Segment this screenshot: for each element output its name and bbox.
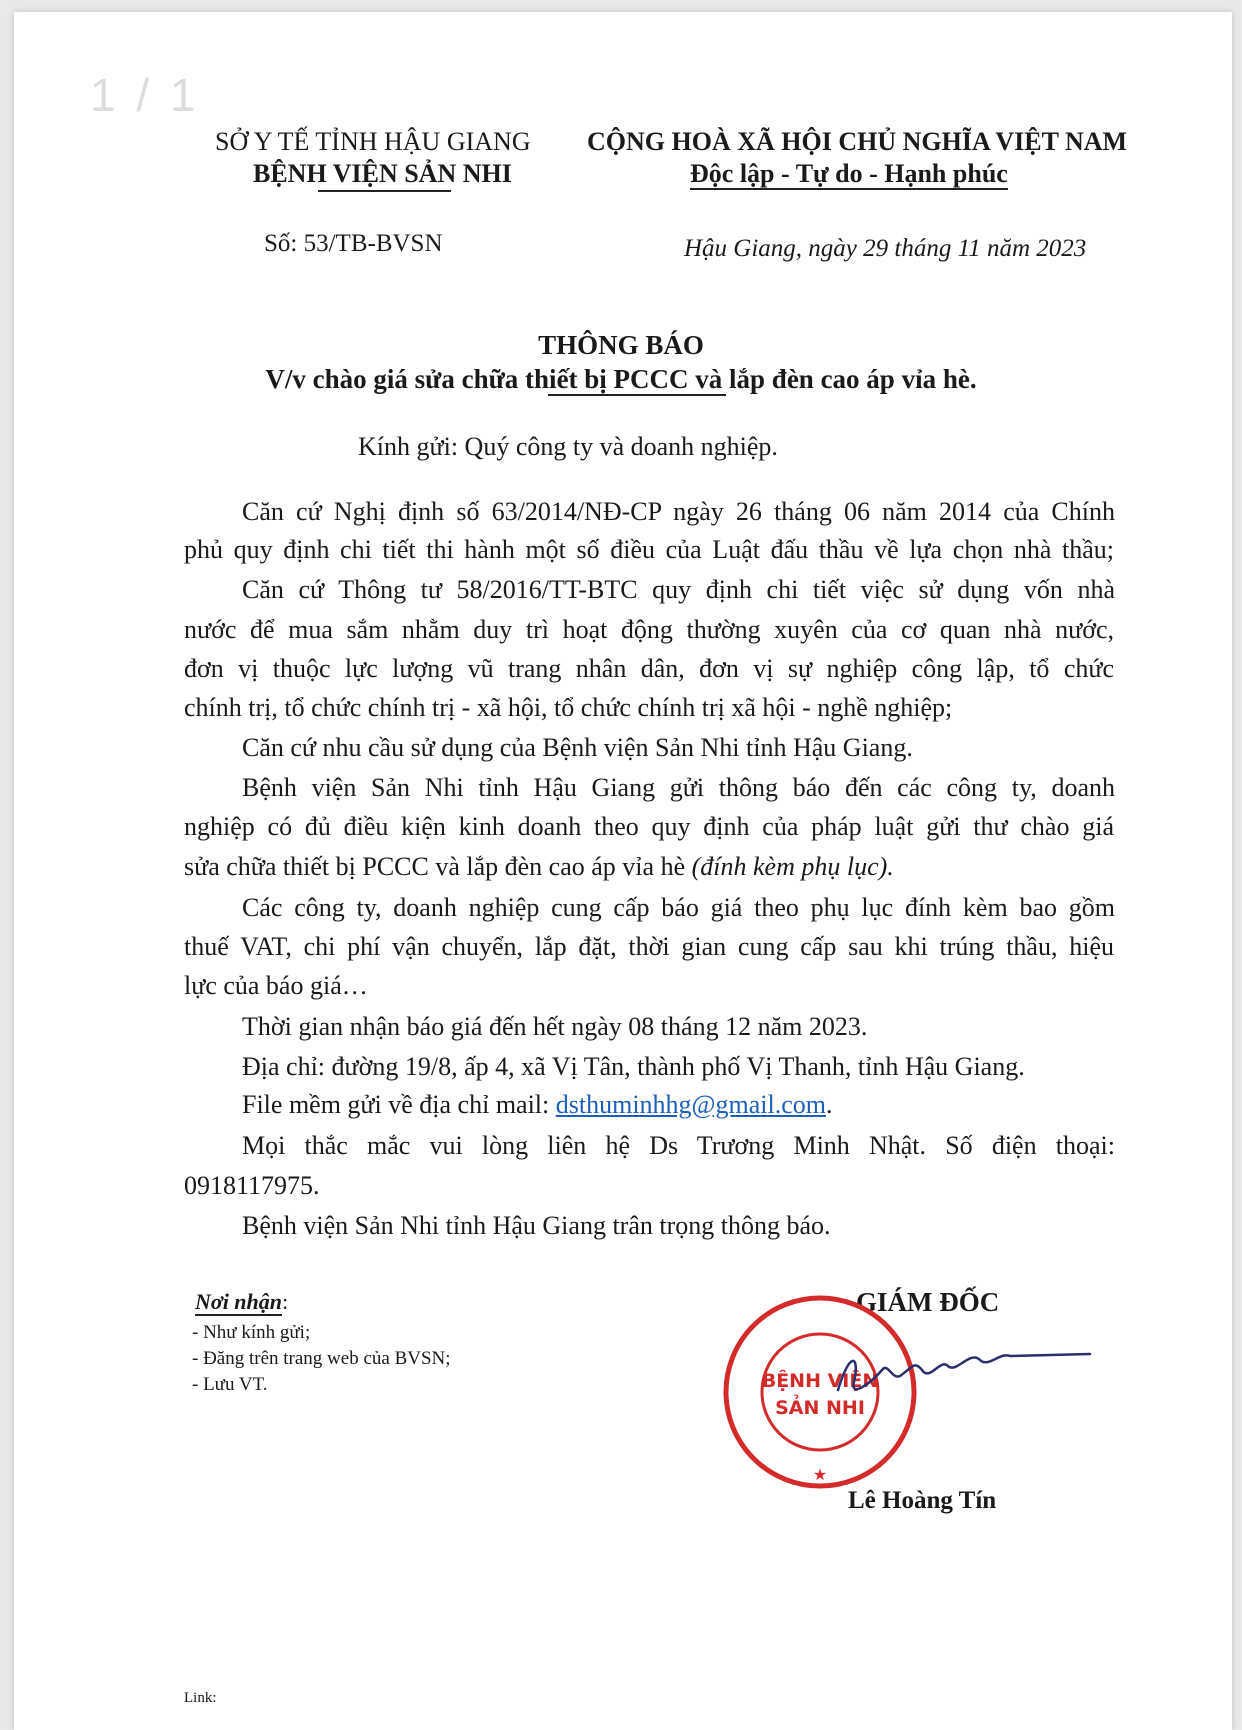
recipients-colon: : [282, 1289, 289, 1314]
para2-line3: đơn vị thuộc lực lượng vũ trang nhân dân, đơn vị sự nghiệp công lập, tổ chức [184, 654, 1114, 683]
hospital-name-text: BỆNH VIỆN SẢN NHI [253, 159, 512, 188]
stamp-inner-line1: BỆNH VIỆN [761, 1370, 879, 1392]
para9-line2: 0918117975. [184, 1171, 320, 1200]
para4-line3 [184, 852, 894, 882]
recipient-item: - Đăng trên trang web của BVSN; [192, 1348, 451, 1369]
para2-line4: chính trị, tổ chức chính trị - xã hội, tổ chức chính trị xã hội - nghề nghiệp; [184, 693, 953, 722]
email-link[interactable]: dsthuminhhg@gmail.com [555, 1090, 826, 1119]
hospital-name [253, 159, 512, 189]
para4-line2: nghiệp có đủ điều kiện kinh doanh theo quy định của pháp luật gửi thư chào giá [184, 812, 1114, 841]
footer-link-label: Link: [184, 1690, 217, 1706]
para8-line1 [242, 1090, 832, 1120]
signer-name: Lê Hoàng Tín [848, 1487, 997, 1514]
para2-line2: nước để mua sắm nhằm duy trì hoạt động thường xuyên của cơ quan nhà nước, [184, 615, 1114, 644]
para3-line1: Căn cứ nhu cầu sử dụng của Bệnh viện Sản Nhi tỉnh Hậu Giang. [242, 733, 913, 762]
stamp-inner-line2: SẢN NHI [775, 1397, 865, 1419]
para10-line1: Bệnh viện Sản Nhi tỉnh Hậu Giang trân trọng thông báo. [242, 1211, 831, 1240]
para4-line1: Bệnh viện Sản Nhi tỉnh Hậu Giang gửi thông báo đến các công ty, doanh [242, 773, 1115, 802]
para9-line1: Mọi thắc mắc vui lòng liên hệ Ds Trương Minh Nhật. Số điện thoại: [242, 1131, 1115, 1160]
para1-line2: phủ quy định chi tiết thi hành một số điều của Luật đấu thầu về lựa chọn nhà thầu; [184, 535, 1114, 564]
para5-line2: thuế VAT, chi phí vận chuyển, lắp đặt, thời gian cung cấp sau khi trúng thầu, hiệu [184, 932, 1114, 961]
document-title: THÔNG BÁO [538, 330, 704, 360]
document-number: Số: 53/TB-BVSN [264, 230, 443, 257]
recipient-item: - Như kính gửi; [192, 1322, 311, 1343]
document-date: Hậu Giang, ngày 29 tháng 11 năm 2023 [684, 235, 1087, 262]
email-prefix: File mềm gửi về địa chỉ mail: [242, 1090, 550, 1119]
document-subject: V/v chào giá sửa chữa thiết bị PCCC và lắp đèn cao áp vỉa hè. [265, 364, 977, 394]
agency-name: SỞ Y TẾ TỈNH HẬU GIANG [215, 127, 531, 156]
attachment-note: (đính kèm phụ lục). [691, 852, 894, 881]
country-name: CỘNG HOÀ XÃ HỘI CHỦ NGHĨA VIỆT NAM [587, 127, 1128, 156]
para5-line1: Các công ty, doanh nghiệp cung cấp báo giá theo phụ lục đính kèm bao gồm [242, 893, 1115, 922]
signature-mark [830, 1340, 1100, 1410]
greeting: Kính gửi: Quý công ty và doanh nghiệp. [358, 432, 778, 461]
email-suffix: . [825, 1090, 833, 1119]
subject-underline [548, 394, 726, 396]
recipients-heading [195, 1289, 288, 1315]
para2-line1: Căn cứ Thông tư 58/2016/TT-BTC quy định chi tiết việc sử dụng vốn nhà [242, 575, 1115, 604]
para4-line3-text: sửa chữa thiết bị PCCC và lắp đèn cao áp vỉa hè [184, 852, 686, 881]
recipient-item: - Lưu VT. [192, 1374, 268, 1395]
para7-line1: Địa chỉ: đường 19/8, ấp 4, xã Vị Tân, thành phố Vị Thanh, tỉnh Hậu Giang. [242, 1052, 1025, 1081]
signer-title: GIÁM ĐỐC [856, 1287, 1000, 1317]
svg-text:★: ★ [812, 1465, 828, 1484]
national-motto [690, 159, 1008, 189]
page-indicator: 1 / 1 [90, 69, 200, 121]
para6-line1: Thời gian nhận báo giá đến hết ngày 08 tháng 12 năm 2023. [242, 1012, 868, 1041]
hospital-underline [318, 190, 451, 192]
national-motto-text: Độc lập - Tự do - Hạnh phúc [690, 159, 1008, 188]
para5-line3: lực của báo giá… [184, 971, 368, 1000]
para1-line1: Căn cứ Nghị định số 63/2014/NĐ-CP ngày 26 tháng 06 năm 2014 của Chính [242, 497, 1115, 526]
recipients-heading-text: Nơi nhận [195, 1289, 283, 1314]
